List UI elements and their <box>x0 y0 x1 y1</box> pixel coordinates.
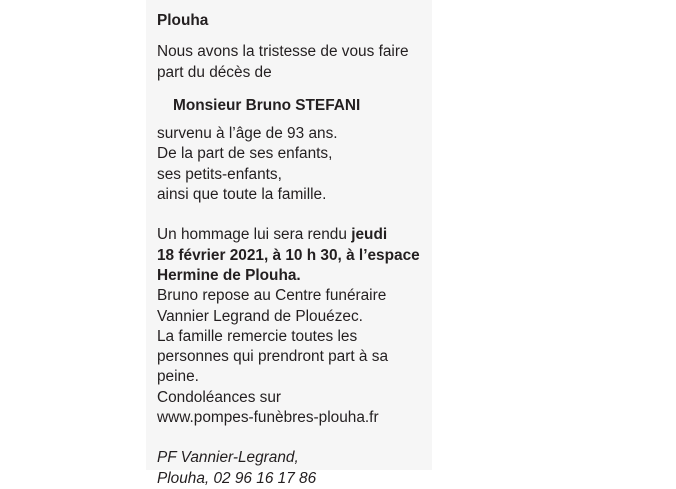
notice-content <box>157 11 432 489</box>
rest-line: Bruno repose au Centre funéraire <box>157 287 387 305</box>
signature-phone: Plouha, 02 96 16 17 86 <box>157 469 317 487</box>
intro-line: Nous avons la tristesse de vous faire <box>157 43 409 61</box>
deceased-name: Monsieur Bruno STEFANI <box>173 96 361 114</box>
details-line: ainsi que toute la famille. <box>157 186 327 204</box>
details-line: ses petits-enfants, <box>157 165 282 183</box>
family-details <box>157 124 432 205</box>
rest-line: La famille remercie toutes les <box>157 327 358 345</box>
ceremony-place: Hermine de Plouha. <box>157 266 301 284</box>
ceremony-text: Un hommage lui sera rendu <box>157 226 352 244</box>
intro-line: part du décès de <box>157 63 272 81</box>
rest-line: Condoléances sur <box>157 388 282 406</box>
ceremony-line <box>157 225 432 245</box>
rest-line: peine. <box>157 368 199 386</box>
rest-line: Vannier Legrand de Plouézec. <box>157 307 363 325</box>
ceremony-day: jeudi <box>351 226 388 244</box>
obituary-notice <box>146 0 432 487</box>
ceremony-date: 18 février 2021, à 10 h 30, à l’espace <box>157 246 420 264</box>
rest-line: personnes qui prendront part à sa <box>157 348 389 366</box>
condolences-website: www.pompes-funèbres-plouha.fr <box>157 409 379 427</box>
signature-line: PF Vannier-Legrand, <box>157 449 299 467</box>
details-line: survenu à l’âge de 93 ans. <box>157 125 338 143</box>
city-heading: Plouha <box>157 12 209 29</box>
intro-text <box>157 42 432 83</box>
ceremony-info <box>157 225 432 428</box>
details-line: De la part de ses enfants, <box>157 145 333 163</box>
